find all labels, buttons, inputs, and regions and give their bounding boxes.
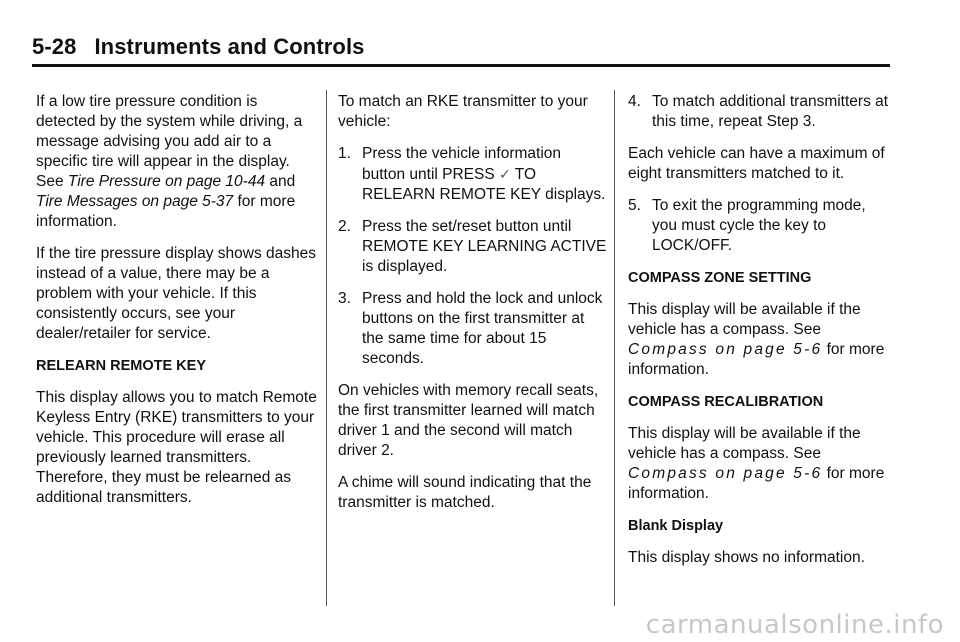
tire-pressure-link[interactable]: Tire Pressure on page 10-44	[67, 173, 266, 190]
compass-recalibration-heading: COMPASS RECALIBRATION	[628, 394, 824, 410]
dashes-paragraph: If the tire pressure display shows dashes instead of a value, there may be a problem with your vehicle. If this consistently occurs, see your dealer/retailer for service.	[36, 245, 316, 342]
compass-zone-paragraph: This display will be available if the vehicle has a compass. See Compass on page 5-6 for more information.	[628, 301, 885, 378]
compass-recalibration-paragraph: This display will be available if the vehicle has a compass. See Compass on page 5-6 for more information.	[628, 425, 885, 502]
compass-zone-heading: COMPASS ZONE SETTING	[628, 270, 812, 286]
step-1: 1. Press the vehicle information button until PRESS ✓ TO RELEARN REMOTE KEY displays.	[338, 145, 606, 203]
column-2	[338, 92, 608, 525]
page-header	[32, 34, 365, 60]
step-2: 2. Press the set/reset button until REMOTE KEY LEARNING ACTIVE is displayed.	[338, 218, 607, 275]
compass-link[interactable]: Compass on page 5-6	[628, 341, 823, 358]
checkmark-icon: ✓	[499, 166, 511, 182]
page-number: 5-28	[32, 34, 77, 59]
step-5: 5. To exit the programming mode, you must cycle the key to LOCK/OFF.	[628, 197, 866, 254]
column-divider	[326, 90, 327, 606]
relearn-remote-key-heading: RELEARN REMOTE KEY	[36, 358, 206, 374]
relearn-paragraph: This display allows you to match Remote Keyless Entry (RKE) transmitters to your vehicle. This procedure will erase all previously learned transmitters. Therefore, they must be relearned as additional transmitters.	[36, 389, 317, 506]
rke-intro: To match an RKE transmitter to your vehicle:	[338, 93, 588, 130]
step-3-memory-note: On vehicles with memory recall seats, the first transmitter learned will match driver 1 and the second will match driver 2.	[338, 382, 599, 459]
tire-pressure-paragraph: If a low tire pressure condition is detected by the system while driving, a message advising you add air to a specific tire will appear in the display. See Tire Pressure on page 10-44 and Tire Messages on page 5-37 for more information.	[36, 93, 303, 230]
step-3: 3. Press and hold the lock and unlock buttons on the first transmitter at the same time for about 15 seconds.	[338, 290, 603, 367]
column-divider	[614, 90, 615, 606]
step-4-note: Each vehicle can have a maximum of eight transmitters matched to it.	[628, 145, 885, 182]
tire-messages-link[interactable]: Tire Messages on page 5-37	[36, 193, 234, 210]
column-3	[628, 92, 890, 580]
blank-display-heading: Blank Display	[628, 518, 724, 534]
column-1	[36, 92, 318, 520]
compass-link[interactable]: Compass on page 5-6	[628, 465, 823, 482]
step-3-chime-note: A chime will sound indicating that the transmitter is matched.	[338, 474, 592, 511]
section-title: Instruments and Controls	[94, 34, 365, 59]
header-rule	[32, 64, 890, 67]
watermark: carmanualsonline.info	[645, 610, 944, 640]
step-4: 4. To match additional transmitters at this time, repeat Step 3.	[628, 93, 889, 130]
blank-display-paragraph: This display shows no information.	[628, 549, 865, 566]
